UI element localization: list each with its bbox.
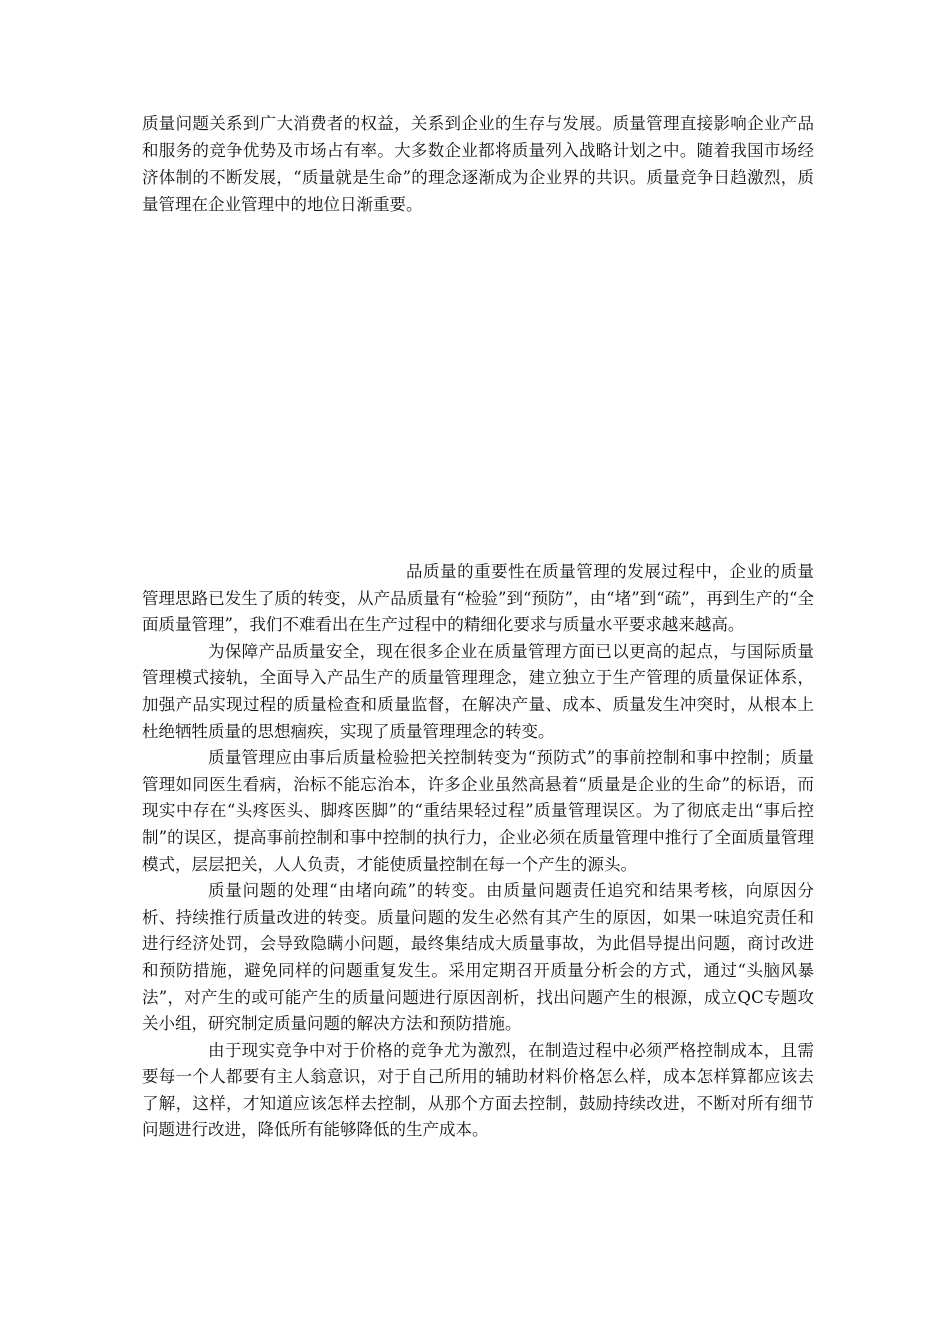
paragraph-preventive-control: 质量管理应由事后质量检验把关控制转变为“预防式”的事前控制和事中控制；质量管理如同医生看病，治标不能忘治本，许多企业虽然高悬着“质量是企业的生命”的标语，而现实中存在“头疼医头、脚疼医脚”的“重结果轻过程”质量管理误区。为了彻底走出“事后控制”的误区，提高事前控制和事中控制的执行力，企业必须在质量管理中推行了全面质量管理模式，层层把关，人人负责，才能使质量控制在每一个产生的源头。 — [142, 748, 814, 874]
document-body — [142, 559, 814, 1144]
paragraph-quality-assurance: 为保障产品质量安全，现在很多企业在质量管理方面已以更高的起点，与国际质量管理模式接轨，全面导入产品生产的质量管理理念，建立独立于生产管理的质量保证体系，加强产品实现过程的质量检查和质量监督，在解决产量、成本、质量发生冲突时，从根本上杜绝牺牲质量的思想痼疾，实现了质量管理理念的转变。 — [142, 641, 814, 741]
paragraph-quality-importance: 品质量的重要性在质量管理的发展过程中，企业的质量管理思路已发生了质的转变，从产品质量有“检验”到“预防”，由“堵”到“疏”，再到生产的“全面质量管理”，我们不难看出在生产过程中的精细化要求与质量水平要求越来越高。 — [142, 562, 814, 635]
intro-paragraph: 质量问题关系到广大消费者的权益，关系到企业的生存与发展。质量管理直接影响企业产品和服务的竞争优势及市场占有率。大多数企业都将质量列入战略计划之中。随着我国市场经济体制的不断发展，“质量就是生命”的理念逐渐成为企业界的共识。质量竞争日趋激烈，质量管理在企业管理中的地位日渐重要。 — [142, 114, 814, 214]
paragraph-cost-control: 由于现实竞争中对于价格的竞争尤为激烈，在制造过程中必须严格控制成本，且需要每一个人都要有主人翁意识，对于自己所用的辅助材料价格怎么样，成本怎样算都应该去了解，这样，才知道应该怎样去控制，从那个方面去控制，鼓励持续改进，不断对所有细节问题进行改进，降低所有能够降低的生产成本。 — [142, 1040, 814, 1140]
paragraph-problem-handling: 质量问题的处理“由堵向疏”的转变。由质量问题责任追究和结果考核，向原因分析、持续推行质量改进的转变。质量问题的发生必然有其产生的原因，如果一味追究责任和进行经济处罚，会导致隐瞒小问题，最终集结成大质量事故，为此倡导提出问题，商讨改进和预防措施，避免同样的问题重复发生。采用定期召开质量分析会的方式，通过“头脑风暴法”，对产生的或可能产生的质量问题进行原因剖析，找出问题产生的根源，成立QC专题攻关小组，研究制定质量问题的解决方法和预防措施。 — [142, 881, 814, 1034]
